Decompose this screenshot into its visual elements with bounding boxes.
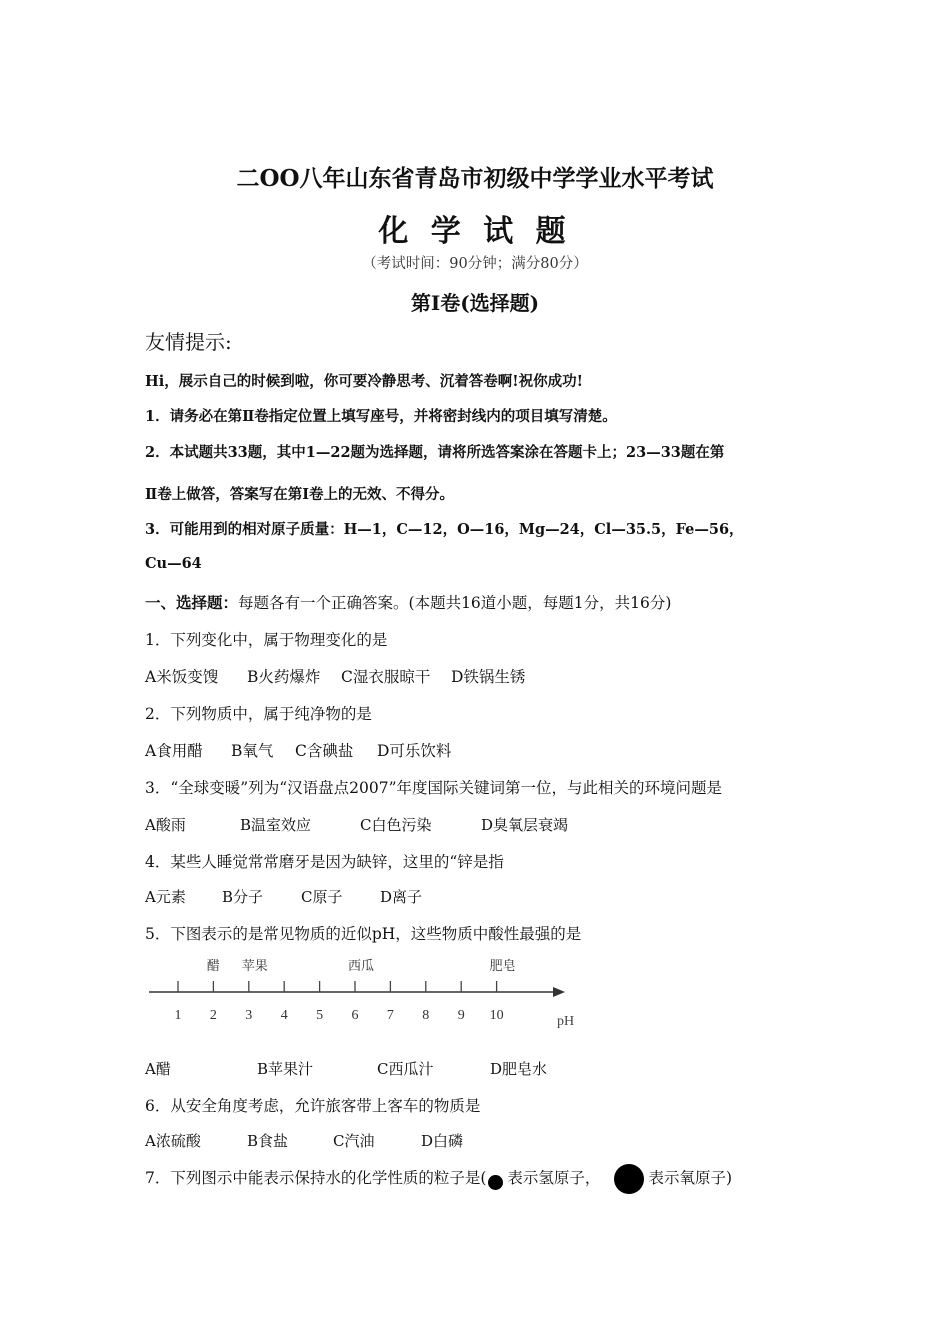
ph-tick-label: 1 [174,1008,182,1023]
part1-instruction: 每题各有一个正确答案。(本题共16道小题，每题1分，共16分) [238,594,672,612]
section-title: 第Ⅰ卷(选择题) [410,291,540,315]
exam-title: 二OO八年山东省青岛市初级中学学业水平考试 [236,165,714,192]
option-d: D可乐饮料 [377,742,452,760]
part1-heading-line [145,591,671,613]
ph-tick-label: 7 [386,1008,394,1023]
option-b: B苹果汁 [257,1060,314,1078]
option-a: A醋 [145,1060,171,1078]
ph-substance-label: 西瓜 [347,959,375,974]
tips-item: 1．请务必在第Ⅱ卷指定位置上填写座号，并将密封线内的项目填写清楚。 [145,408,617,425]
ph-substance-label: 肥皂 [489,959,516,974]
question-options [145,814,568,835]
question-stem: 2．下列物质中，属于纯净物的是 [145,705,372,723]
question-options [145,1130,463,1151]
option-c: C含碘盐 [295,742,354,760]
option-a: A元素 [145,888,186,906]
ph-tick-label: 10 [489,1008,504,1023]
question-stem: 1．下列变化中，属于物理变化的是 [145,631,388,649]
ph-tick-label: 4 [280,1008,288,1023]
option-b: B温室效应 [240,816,312,834]
ph-tick-label: 3 [245,1008,253,1023]
hydrogen-label: 表示氢原子， [507,1169,601,1187]
ph-tick-label: 5 [316,1008,324,1023]
ph-tick-label: 8 [422,1008,430,1023]
ph-scale-figure [145,955,585,1033]
option-b: B氧气 [231,742,274,760]
question-stem: 5．下图表示的是常见物质的近似pH，这些物质中酸性最强的是 [145,925,582,943]
option-d: D离子 [380,888,423,906]
tips-item: 2．本试题共33题，其中1—22题为选择题，请将所选答案涂在答题卡上；23—33题在第 [145,444,725,461]
question-stem: 6．从安全角度考虑，允许旅客带上客车的物质是 [145,1097,481,1115]
oxygen-atom-icon [614,1164,644,1194]
option-a: A酸雨 [145,816,186,834]
option-d: D肥皂水 [490,1060,548,1078]
ph-tick-label: 6 [351,1008,359,1023]
question-options [145,739,451,761]
question-options [145,665,525,687]
option-d: D臭氧层衰竭 [481,816,569,834]
exam-time-info: （考试时间：90分钟；满分80分） [362,256,588,272]
option-c: C西瓜汁 [377,1060,434,1078]
question-stem [145,1164,732,1194]
tips-greeting: Hi，展示自己的时候到啦，你可要冷静思考、沉着答卷啊!祝你成功! [145,373,583,390]
option-d: D白磷 [421,1132,464,1150]
ph-axis-label: pH [557,1014,575,1029]
ph-tick-label: 2 [209,1008,217,1023]
oxygen-label: 表示氧原子) [648,1169,732,1187]
part1-heading: 一、选择题： [145,593,239,612]
option-a: A浓硫酸 [145,1132,201,1150]
option-a: A食用醋 [145,742,203,760]
option-c: C湿衣服晾干 [341,668,431,686]
ph-substance-label: 醋 [206,959,220,974]
ph-substance-label: 苹果 [241,959,268,974]
tips-item: 3．可能用到的相对原子质量：H—1，C—12，O—16，Mg—24，Cl—35.5，Fe—56， [145,521,744,538]
ph-tick-label: 9 [457,1008,465,1023]
option-c: C汽油 [333,1132,375,1150]
question-options [145,1058,547,1079]
question-stem: 3．“全球变暖”列为“汉语盘点2007”年度国际关键词第一位，与此相关的环境问题是 [145,779,723,797]
option-b: B分子 [222,888,264,906]
ph-axis-arrow [553,987,565,997]
option-d: D铁锅生锈 [451,668,526,686]
option-c: C原子 [301,888,343,906]
question-stem-text: 7．下列图示中能表示保持水的化学性质的粒子是( [145,1169,487,1187]
hydrogen-atom-icon [488,1175,503,1190]
tips-title: 友情提示: [145,330,232,354]
option-c: C白色污染 [360,816,432,834]
question-stem: 4．某些人睡觉常常磨牙是因为缺锌，这里的“锌是指 [145,853,504,871]
tips-item: Ⅱ卷上做答，答案写在第Ⅰ卷上的无效、不得分。 [145,486,455,503]
tips-item: Cu—64 [145,555,202,572]
question-options [145,886,422,907]
option-b: B火药爆炸 [247,668,321,686]
option-b: B食盐 [247,1132,289,1150]
option-a: A米饭变馊 [145,668,219,686]
exam-subtitle: 化 学 试 题 [378,214,572,249]
